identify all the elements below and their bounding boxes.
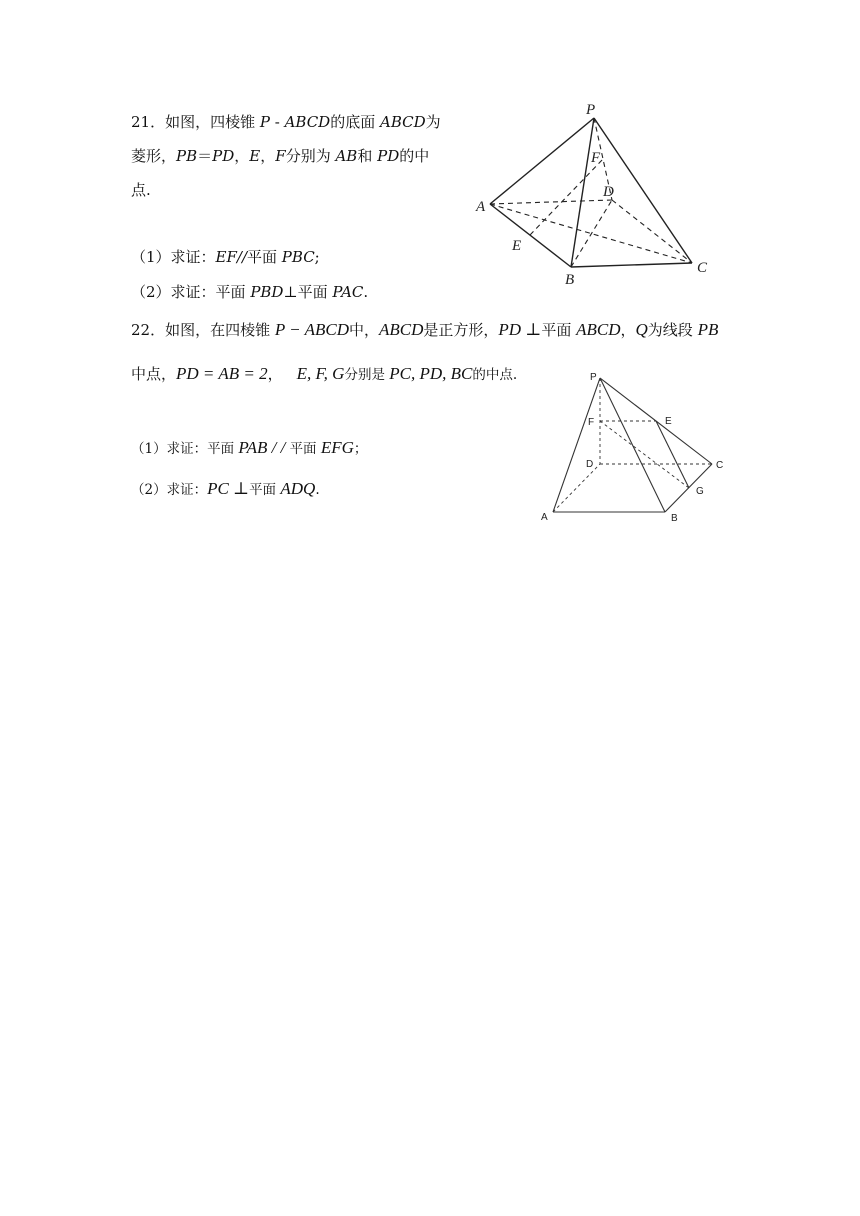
edge-PB <box>571 118 594 267</box>
q21-line3: 点. <box>131 181 151 199</box>
q21-line2: 菱形，PB＝PD，E，F分别为 AB和 PD的中 <box>131 147 430 165</box>
edge-AB <box>490 204 571 267</box>
label-A: A <box>541 512 548 523</box>
label-A: A <box>476 199 486 215</box>
q21-pyramid-figure <box>470 98 720 290</box>
label-C: C <box>716 460 724 471</box>
edge-BC <box>571 263 692 267</box>
q22-pyramid-figure <box>536 366 732 528</box>
label-P: P <box>586 102 596 118</box>
label-F: F <box>591 150 601 166</box>
q21-part1: （1）求证：EF//平面 PBC; <box>131 248 320 266</box>
edge-DC <box>612 200 692 263</box>
q22-part1: （1）求证：平面 PAB / / 平面 EFG； <box>131 438 368 457</box>
q22-line2: 中点，PD = AB = 2， E, F, G分别是 PC, PD, BC的中点. <box>131 364 518 383</box>
label-E: E <box>665 416 672 427</box>
label-B: B <box>671 513 678 524</box>
edge-AD <box>553 464 600 512</box>
label-D: D <box>603 184 614 200</box>
label-F: F <box>588 417 595 428</box>
label-B: B <box>565 272 575 288</box>
segment-EF <box>530 159 603 235</box>
edge-AD <box>490 200 612 204</box>
segment-FG <box>600 421 689 488</box>
edge-PB <box>600 378 665 512</box>
label-G: G <box>696 486 704 497</box>
segment-EG <box>656 421 689 488</box>
q22-line1: 22．如图，在四棱锥 P − ABCD中，ABCD是正方形，PD ⊥平面 ABCD，Q为线段 PB <box>131 320 719 339</box>
label-D: D <box>586 459 594 470</box>
diag-BD <box>571 200 612 267</box>
label-P: P <box>590 372 597 383</box>
label-C: C <box>697 260 708 276</box>
edge-PA <box>553 378 600 512</box>
edge-PA <box>490 118 594 204</box>
label-E: E <box>512 238 522 254</box>
q21-part2: （2）求证：平面 PBD⊥平面 PAC. <box>131 283 369 301</box>
q21-line1: 21．如图，四棱锥 P - ABCD的底面 ABCD为 <box>131 113 441 131</box>
q22-part2: （2）求证：PC ⊥平面 ADQ. <box>131 479 320 498</box>
